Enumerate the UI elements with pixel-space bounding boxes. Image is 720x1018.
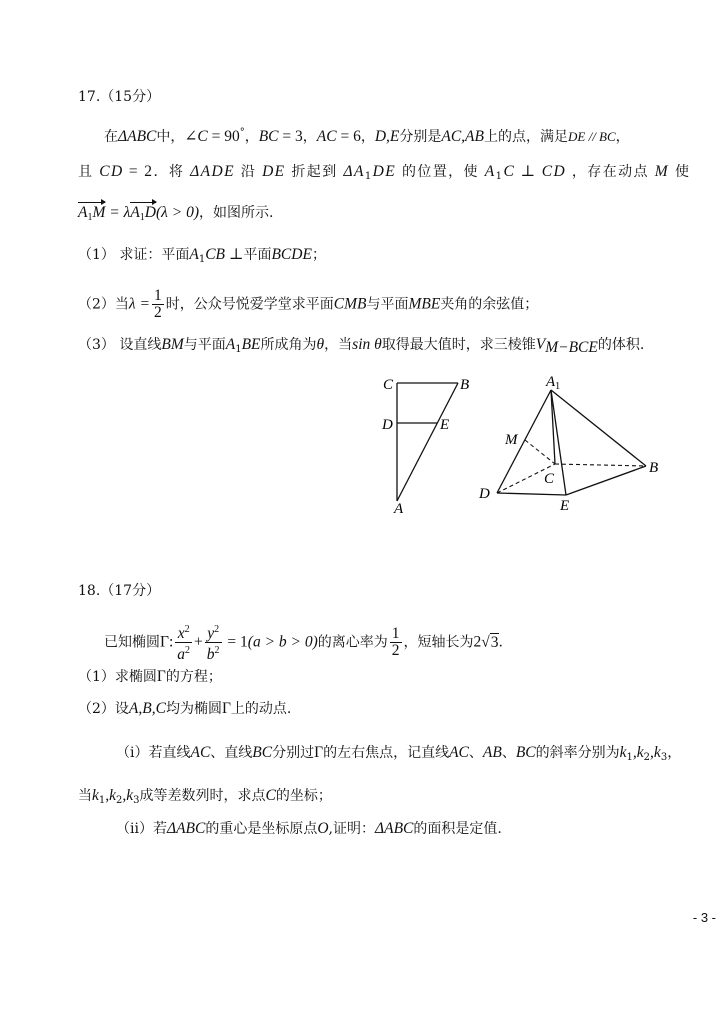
q17-line1: 在ΔABC中，∠C = 90°，BC = 3，AC = 6，D,E分别是AC,AB上的点，满足DE // BC， xyxy=(104,127,630,145)
label-d: D xyxy=(382,417,393,433)
q17-line2: 且 CD = 2．将 ΔADE 沿 DE 折起到 $\Delta A_1DE$ 的位置，使 $A_1C$ ⊥ CD ，存在动点 M 使 xyxy=(78,163,691,182)
label-a: A xyxy=(394,501,404,517)
q18-part2-i: （i）若直线AC、直线BC分别过Γ的左右焦点，记直线AC、AB、BC的斜率分别为$k_1,k_2,k_3$， xyxy=(116,744,682,763)
label-m: M xyxy=(505,432,518,448)
fraction-x2-a2: $\frac{x^2}{a^2}$ xyxy=(177,624,191,663)
q17-line3: $A_1M = \lambda A_1D(\lambda > 0)$，如图所示. xyxy=(78,204,274,223)
label-c: C xyxy=(383,377,394,393)
figure-flat-triangle xyxy=(370,370,480,520)
label-a1: $A_1$ xyxy=(546,374,561,392)
q17-header: 17.（15分） xyxy=(78,89,161,105)
edge-a1-b xyxy=(551,390,646,466)
q18-part2-ii: （ii）若ΔABC的重心是坐标原点O,证明：ΔABC的面积是定值. xyxy=(116,820,502,837)
page-number: - 3 - xyxy=(692,910,716,925)
q17-part3: （3） 设直线BM与平面$A_1BE$所成角为θ，当sin θ取得最大值时，求三棱锥$V_{M-BCE}$的体积. xyxy=(78,336,645,356)
label-c2: C xyxy=(544,471,555,487)
label-e2: E xyxy=(560,498,570,514)
label-e: E xyxy=(440,417,450,433)
q18-header: 18.（17分） xyxy=(78,583,161,599)
q17-part1: （1） 求证：平面$A_1CB$ ⊥平面BCDE； xyxy=(78,246,326,265)
label-b2: B xyxy=(649,460,659,476)
q18-part2: （2）设A,B,C均为椭圆Γ上的动点. xyxy=(78,700,292,717)
q18-part2-i-cont: 当$k_1,k_2,k_3$成等差数列时，求点C的坐标； xyxy=(78,787,332,806)
fraction-one-half-ecc: $\frac{1}{2}$ xyxy=(391,625,400,659)
fraction-one-half: $\frac{1}{2}$ xyxy=(153,287,162,321)
edge-c-b-dashed xyxy=(555,464,646,466)
q18-part1: （1）求椭圆Γ的方程； xyxy=(78,668,222,685)
q17-part2: （2）当λ = $\frac{1}{2}$ 时，公众号悦爱学堂求平面CMB与平面MBE夹角的余弦值； xyxy=(78,287,539,321)
edge-m-c-dashed xyxy=(525,440,555,464)
edge-d-e xyxy=(497,493,566,495)
q18-line1: 已知椭圆Γ: $\frac{x^2}{a^2}$ + $\frac{y^2}{b^2}$ = 1(a > b > 0)的离心率为 $\frac{1}{2}$ ，短轴长为2√3. xyxy=(104,624,503,663)
segment-ba xyxy=(397,383,458,501)
fraction-y2-b2: $\frac{y^2}{b^2}$ xyxy=(206,624,220,663)
edge-e-b xyxy=(566,466,646,495)
figure-pyramid xyxy=(470,370,670,520)
label-b: B xyxy=(460,377,470,393)
label-d2: D xyxy=(479,486,490,502)
